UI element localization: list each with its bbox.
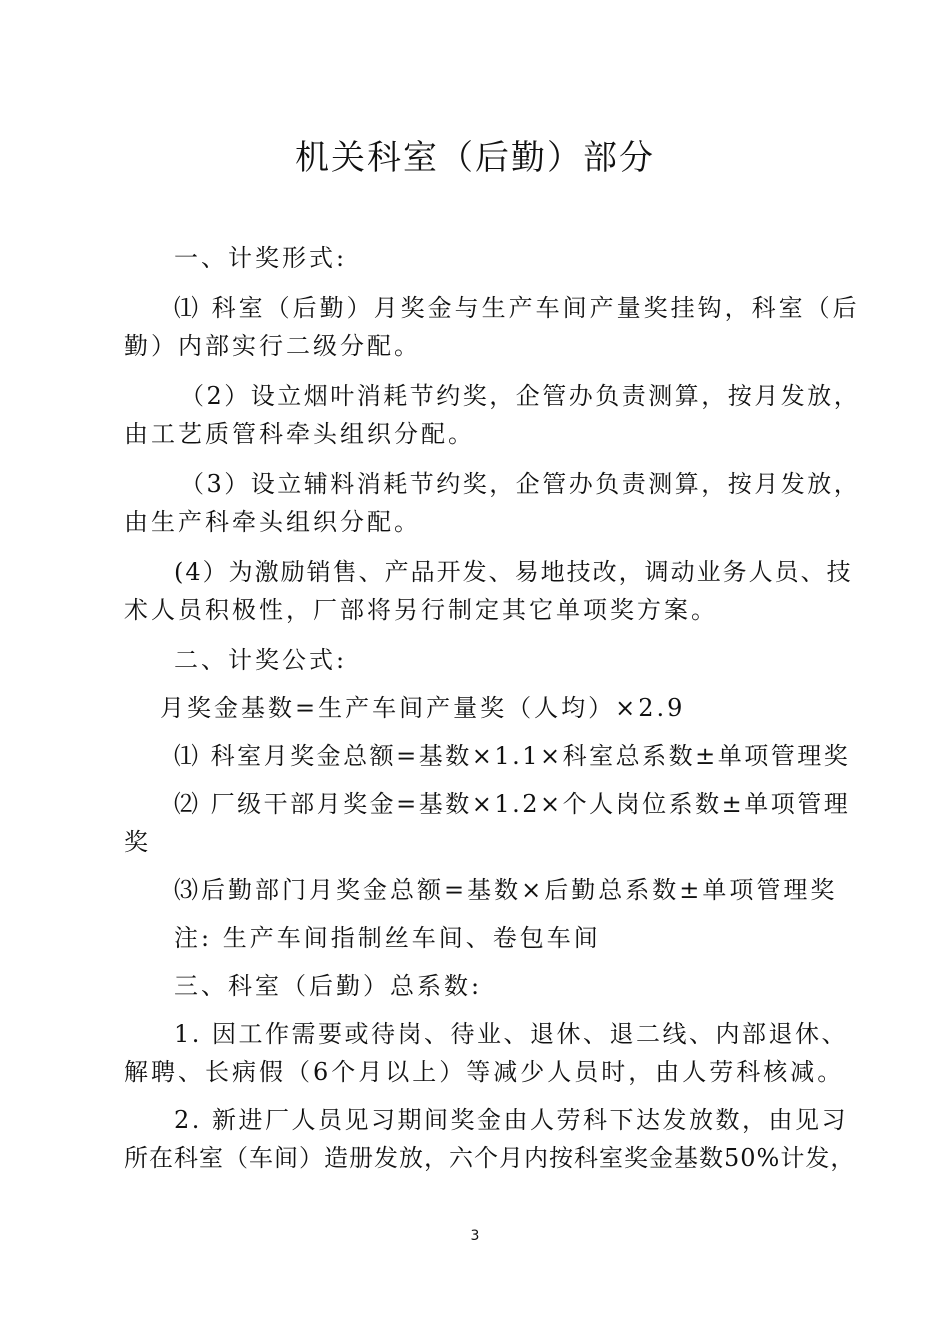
page-title: 机关科室（后勤）部分 xyxy=(295,138,655,178)
paragraph-4-line-2: 术人员积极性，厂部将另行制定其它单项奖方案。 xyxy=(124,596,718,624)
paragraph-2-line-1: （2）设立烟叶消耗节约奖，企管办负责测算，按月发放， xyxy=(180,382,861,410)
page-number: 3 xyxy=(470,1228,480,1244)
formula-note: 注: 生产车间指制丝车间、卷包车间 xyxy=(174,924,601,952)
item-1-line-2: 解聘、长病假（6个月以上）等减少人员时，由人劳科核减。 xyxy=(124,1058,845,1086)
item-2-line-2: 所在科室（车间）造册发放，六个月内按科室奖金基数50%计发， xyxy=(124,1144,856,1172)
item-1-line-1: 1. 因工作需要或待岗、待业、退休、退二线、内部退休、 xyxy=(174,1020,849,1048)
paragraph-3-line-1: （3）设立辅料消耗节约奖，企管办负责测算，按月发放， xyxy=(180,470,861,498)
section-heading-award-form: 一、计奖形式: xyxy=(174,244,348,272)
formula-base: 月奖金基数=生产车间产量奖（人均）×2.9 xyxy=(160,694,686,722)
formula-2-line-2: 奖 xyxy=(124,828,151,856)
paragraph-2-line-2: 由工艺质管科牵头组织分配。 xyxy=(124,420,475,448)
section-heading-coefficient: 三、科室（后勤）总系数: xyxy=(174,972,483,1000)
item-2-line-1: 2. 新进厂人员见习期间奖金由人劳科下达发放数，由见习 xyxy=(174,1106,849,1134)
paragraph-4-line-1: (4）为激励销售、产品开发、易地技改，调动业务人员、技 xyxy=(174,558,853,586)
paragraph-1-line-1: ⑴ 科室（后勤）月奖金与生产车间产量奖挂钩，科室（后 xyxy=(174,294,860,322)
section-heading-formula: 二、计奖公式: xyxy=(174,646,348,674)
paragraph-1-line-2: 勤）内部实行二级分配。 xyxy=(124,332,421,360)
formula-1: ⑴ 科室月奖金总额=基数×1.1×科室总系数±单项管理奖 xyxy=(174,742,851,770)
paragraph-3-line-2: 由生产科牵头组织分配。 xyxy=(124,508,421,536)
formula-2-line-1: ⑵ 厂级干部月奖金=基数×1.2×个人岗位系数±单项管理 xyxy=(174,790,851,818)
formula-3: ⑶后勤部门月奖金总额=基数×后勤总系数±单项管理奖 xyxy=(174,876,838,904)
